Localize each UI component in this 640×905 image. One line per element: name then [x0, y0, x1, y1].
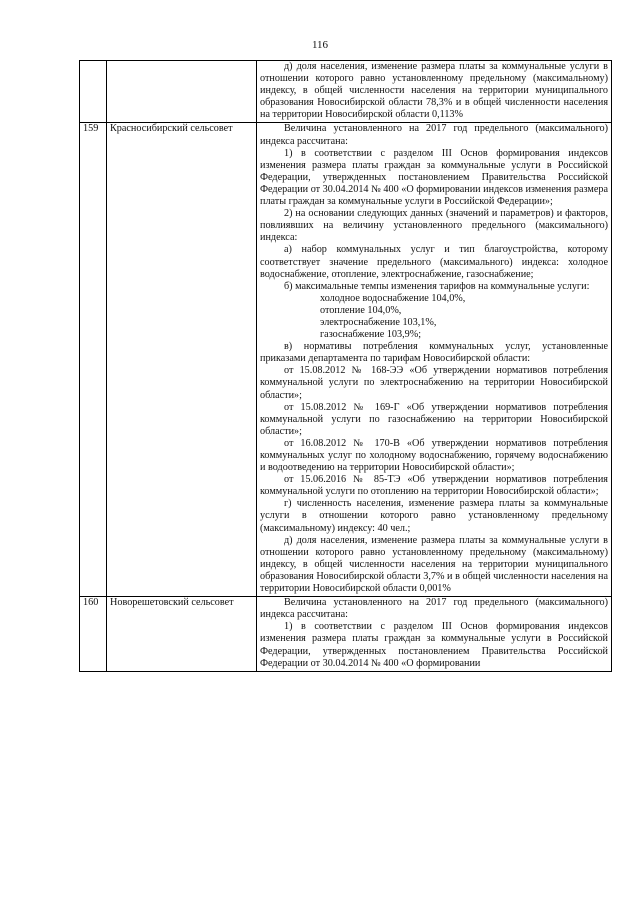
paragraph: д) доля населения, изменение размера платы за коммунальные услуги в отношении которого равно установленному предельному (максимальному) индексу, в общей численности населения на территории муниципального образования Новосибирской области 3,7% и в общей численности населения на территории Новосибирской области 0,001%	[260, 534, 608, 595]
table-row	[80, 123, 612, 597]
indices-table	[79, 60, 612, 672]
paragraph: от 15.08.2012 № 168-ЭЭ «Об утверждении нормативов потребления коммунальной услуги по электроснабжению на территории Новосибирской области»;	[260, 365, 608, 401]
row-number: 160	[80, 597, 107, 672]
paragraph: Величина установленного на 2017 год предельного (максимального) индекса рассчитана:	[260, 123, 608, 147]
municipality-name: Красносибирский сельсовет	[107, 123, 257, 597]
paragraph: д) доля населения, изменение размера платы за коммунальные услуги в отношении которого равно установленному предельному (максимальному) индексу, в общей численности населения на территории муниципального образования Новосибирской области 78,3% и в общей численности населения на территории Новосибирской области 0,113%	[260, 61, 608, 121]
paragraph: в) нормативы потребления коммунальных услуг, установленные приказами департамента по тарифам Новосибирской области:	[260, 341, 608, 365]
paragraph: Величина установленного на 2017 год предельного (максимального) индекса рассчитана:	[260, 597, 608, 621]
paragraph: а) набор коммунальных услуг и тип благоустройства, которому соответствует значение предельного (максимального) индекса: холодное водоснабжение, отопление, электроснабжение, газоснабжение;	[260, 244, 608, 280]
paragraph: от 15.08.2012 № 169-Г «Об утверждении нормативов потребления коммунальной услуги по газоснабжению на территории Новосибирской области»;	[260, 401, 608, 437]
row-number: 159	[80, 123, 107, 597]
paragraph: от 15.06.2016 № 85-ТЭ «Об утверждении нормативов потребления коммунальной услуги по отоплению на территории Новосибирской области»;	[260, 474, 608, 498]
table-row	[80, 61, 612, 123]
row-description	[257, 61, 612, 123]
tariff-item: отопление 104,0%,	[320, 304, 402, 316]
tariff-item: холодное водоснабжение 104,0%,	[320, 292, 466, 304]
row-number	[80, 61, 107, 123]
municipality-name: Новорешетовский сельсовет	[107, 597, 257, 672]
paragraph: г) численность населения, изменение размера платы за коммунальные услуги в отношении которого равно установленному предельному (максимальному) индексу: 40 чел.;	[260, 498, 608, 534]
tariff-item: электроснабжение 103,1%,	[320, 316, 437, 328]
row-description	[257, 123, 612, 597]
tariff-item: газоснабжение 103,9%;	[320, 329, 422, 341]
page-number: 116	[311, 39, 329, 51]
paragraph: б) максимальные темпы изменения тарифов на коммунальные услуги:	[284, 280, 590, 292]
paragraph: от 16.08.2012 № 170-В «Об утверждении нормативов потребления коммунальных услуг по холодному водоснабжению, горячему водоснабжению и водоотведению на территории Новосибирской области»;	[260, 437, 608, 474]
table-row	[80, 597, 612, 672]
paragraph: 1) в соответствии с разделом III Основ формирования индексов изменения размера платы граждан за коммунальные услуги в Российской Федерации, утвержденных постановлением Правительства Российской Федерации от 30.04.2014 № 400 «О формировании	[260, 621, 608, 669]
municipality-name	[107, 61, 257, 123]
paragraph: 2) на основании следующих данных (значений и параметров) и факторов, повлиявших на величину установленного предельного (максимального) индекса:	[260, 208, 608, 244]
row-description	[257, 597, 612, 672]
paragraph: 1) в соответствии с разделом III Основ формирования индексов изменения размера платы граждан за коммунальные услуги в Российской Федерации, утвержденных постановлением Правительства Российской Федерации от 30.04.2014 № 400 «О формировании индексов изменения размера платы граждан за коммунальные услуги в Российской Федерации»;	[260, 147, 608, 208]
